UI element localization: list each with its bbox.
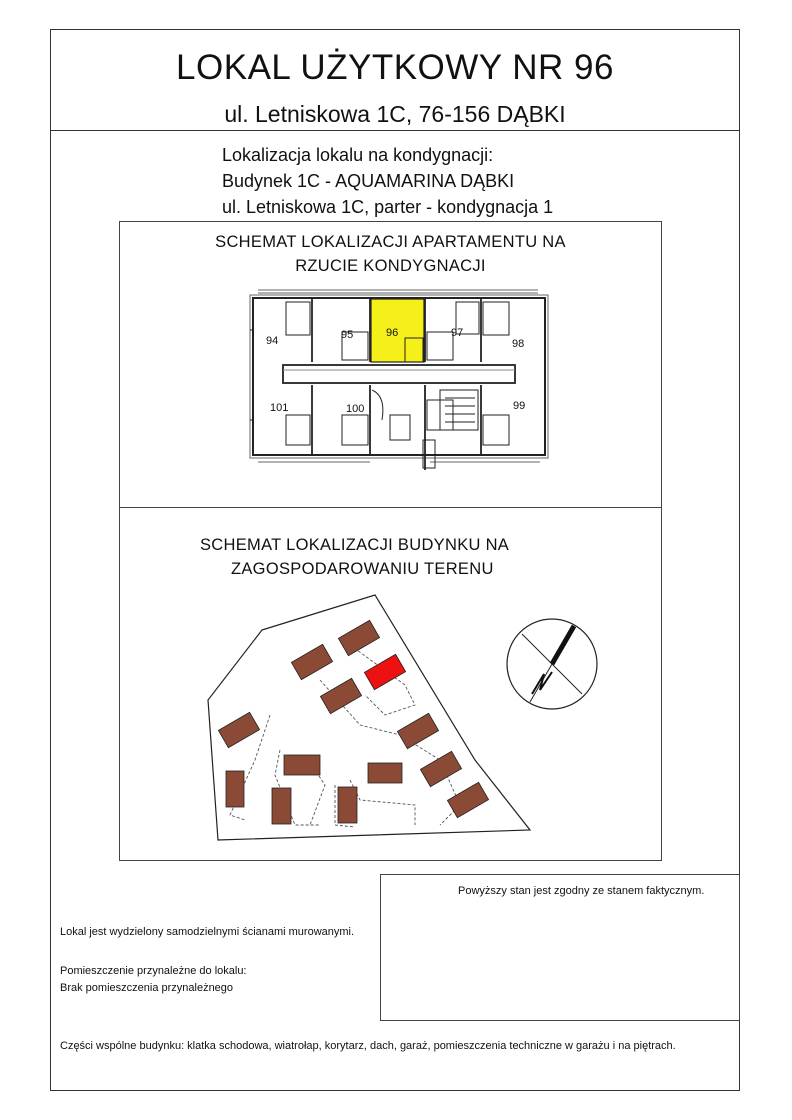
site-plan-caption-2: ZAGOSPODAROWANIU TERENU (231, 560, 494, 578)
statement-text: Powyższy stan jest zgodny ze stanem faktycznym. (458, 885, 705, 897)
floor-plan-caption-2: RZUCIE KONDYGNACJI (295, 257, 486, 275)
appurtenant-heading: Pomieszczenie przynależne do lokalu: (60, 965, 247, 977)
unit-label-98: 98 (512, 338, 525, 350)
location-line-1: Lokalizacja lokalu na kondygnacji: (222, 145, 494, 165)
walls-note: Lokal jest wydzielony samodzielnymi ścianami murowanymi. (60, 926, 355, 938)
header-divider (50, 130, 740, 131)
location-line-2: Budynek 1C - AQUAMARINA DĄBKI (222, 171, 515, 191)
location-line-3: ul. Letniskowa 1C, parter - kondygnacja 1 (222, 197, 554, 217)
site-plan-caption-1: SCHEMAT LOKALIZACJI BUDYNKU NA (200, 536, 510, 554)
floor-plan-caption-1: SCHEMAT LOKALIZACJI APARTAMENTU NA (215, 233, 566, 251)
common-parts-note: Części wspólne budynku: klatka schodowa, wiatrołap, korytarz, dach, garaż, pomieszczenia techniczne w garażu i na piętrach. (60, 1040, 676, 1052)
document-title: LOKAL UŻYTKOWY NR 96 (176, 48, 614, 87)
site-plan (200, 585, 540, 845)
north-arrow-icon (504, 616, 600, 712)
unit-label-101: 101 (270, 402, 289, 414)
unit-label-96: 96 (386, 327, 399, 339)
unit-label-97: 97 (451, 327, 464, 339)
document-address: ul. Letniskowa 1C, 76-156 DĄBKI (224, 101, 566, 127)
appurtenant-value: Brak pomieszczenia przynależnego (60, 982, 234, 994)
unit-label-95: 95 (341, 329, 354, 341)
unit-label-99: 99 (513, 400, 526, 412)
unit-label-100: 100 (346, 403, 365, 415)
unit-label-94: 94 (266, 335, 279, 347)
schematics-divider (119, 507, 662, 508)
floor-plan (250, 290, 550, 470)
